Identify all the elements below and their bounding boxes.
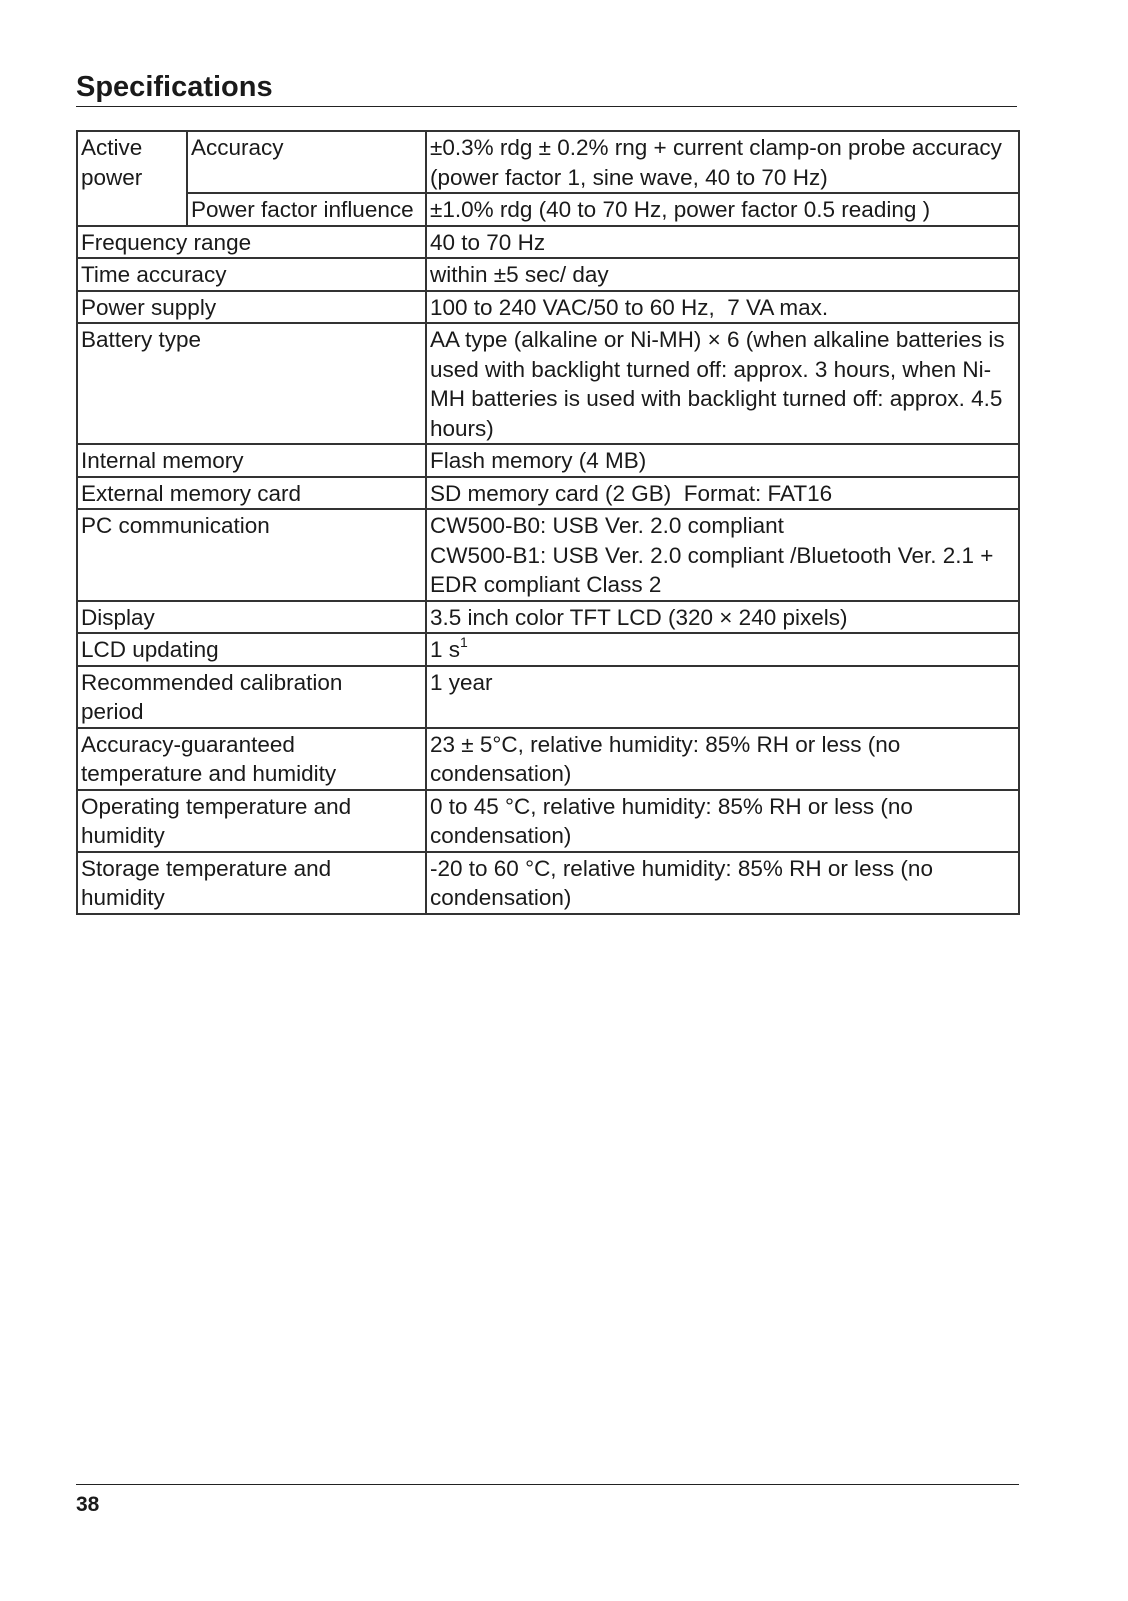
spec-label: Storage temperature and humidity [77, 852, 426, 914]
spec-label: PC communication [77, 509, 426, 601]
table-row [77, 633, 1019, 666]
table-row [77, 323, 1019, 444]
spec-value: 3.5 inch color TFT LCD (320 × 240 pixels) [426, 601, 1019, 634]
table-row [77, 790, 1019, 852]
spec-value: Flash memory (4 MB) [426, 444, 1019, 477]
spec-label: Frequency range [77, 226, 426, 259]
table-row [77, 728, 1019, 790]
accuracy-label: Accuracy [187, 131, 426, 193]
table-row [77, 226, 1019, 259]
spec-label: Display [77, 601, 426, 634]
table-row [77, 601, 1019, 634]
table-row [77, 291, 1019, 324]
table-row [77, 666, 1019, 728]
power-factor-influence-value: ±1.0% rdg (40 to 70 Hz, power factor 0.5 reading ) [426, 193, 1019, 226]
pc-communication-b0: CW500-B0: USB Ver. 2.0 compliant [430, 513, 784, 538]
table-row [77, 258, 1019, 291]
spec-value: -20 to 60 °C, relative humidity: 85% RH or less (no condensation) [426, 852, 1019, 914]
table-row [77, 193, 1019, 226]
spec-label: Operating temperature and humidity [77, 790, 426, 852]
table-row [77, 852, 1019, 914]
spec-value: AA type (alkaline or Ni-MH) × 6 (when alkaline batteries is used with backlight turned off: approx. 3 hours, when Ni-MH batteries is used with backlight turned off: approx. 4.5 hours) [426, 323, 1019, 444]
active-power-label: Active power [77, 131, 187, 226]
page-number: 38 [76, 1493, 100, 1516]
spec-label: Battery type [77, 323, 426, 444]
table-row [77, 509, 1019, 601]
page-header [76, 70, 1017, 107]
spec-label: External memory card [77, 477, 426, 510]
spec-label: Accuracy-guaranteed temperature and humidity [77, 728, 426, 790]
page-footer [76, 1484, 1019, 1517]
spec-value: 1 year [426, 666, 1019, 728]
specifications-table [76, 130, 1020, 915]
footnote-marker: 1 [460, 634, 468, 650]
lcd-updating-value: 1 s [430, 637, 461, 662]
table-row [77, 444, 1019, 477]
accuracy-value: ±0.3% rdg ± 0.2% rng + current clamp-on probe accuracy (power factor 1, sine wave, 40 to 70 Hz) [426, 131, 1019, 193]
spec-label: Time accuracy [77, 258, 426, 291]
spec-value [426, 509, 1019, 601]
spec-value: 40 to 70 Hz [426, 226, 1019, 259]
spec-value: 0 to 45 °C, relative humidity: 85% RH or less (no condensation) [426, 790, 1019, 852]
spec-label: LCD updating [77, 633, 426, 666]
spec-value: SD memory card (2 GB) Format: FAT16 [426, 477, 1019, 510]
spec-label: Recommended calibration period [77, 666, 426, 728]
spec-value: 100 to 240 VAC/50 to 60 Hz, 7 VA max. [426, 291, 1019, 324]
spec-value: within ±5 sec/ day [426, 258, 1019, 291]
power-factor-influence-label: Power factor influence [187, 193, 426, 226]
spec-value [426, 633, 1019, 666]
spec-label: Power supply [77, 291, 426, 324]
spec-value: 23 ± 5°C, relative humidity: 85% RH or less (no condensation) [426, 728, 1019, 790]
table-row [77, 477, 1019, 510]
page-title: Specifications [76, 71, 273, 103]
table-row [77, 131, 1019, 193]
pc-communication-b1: CW500-B1: USB Ver. 2.0 compliant /Bluetooth Ver. 2.1 + EDR compliant Class 2 [430, 542, 994, 597]
spec-label: Internal memory [77, 444, 426, 477]
